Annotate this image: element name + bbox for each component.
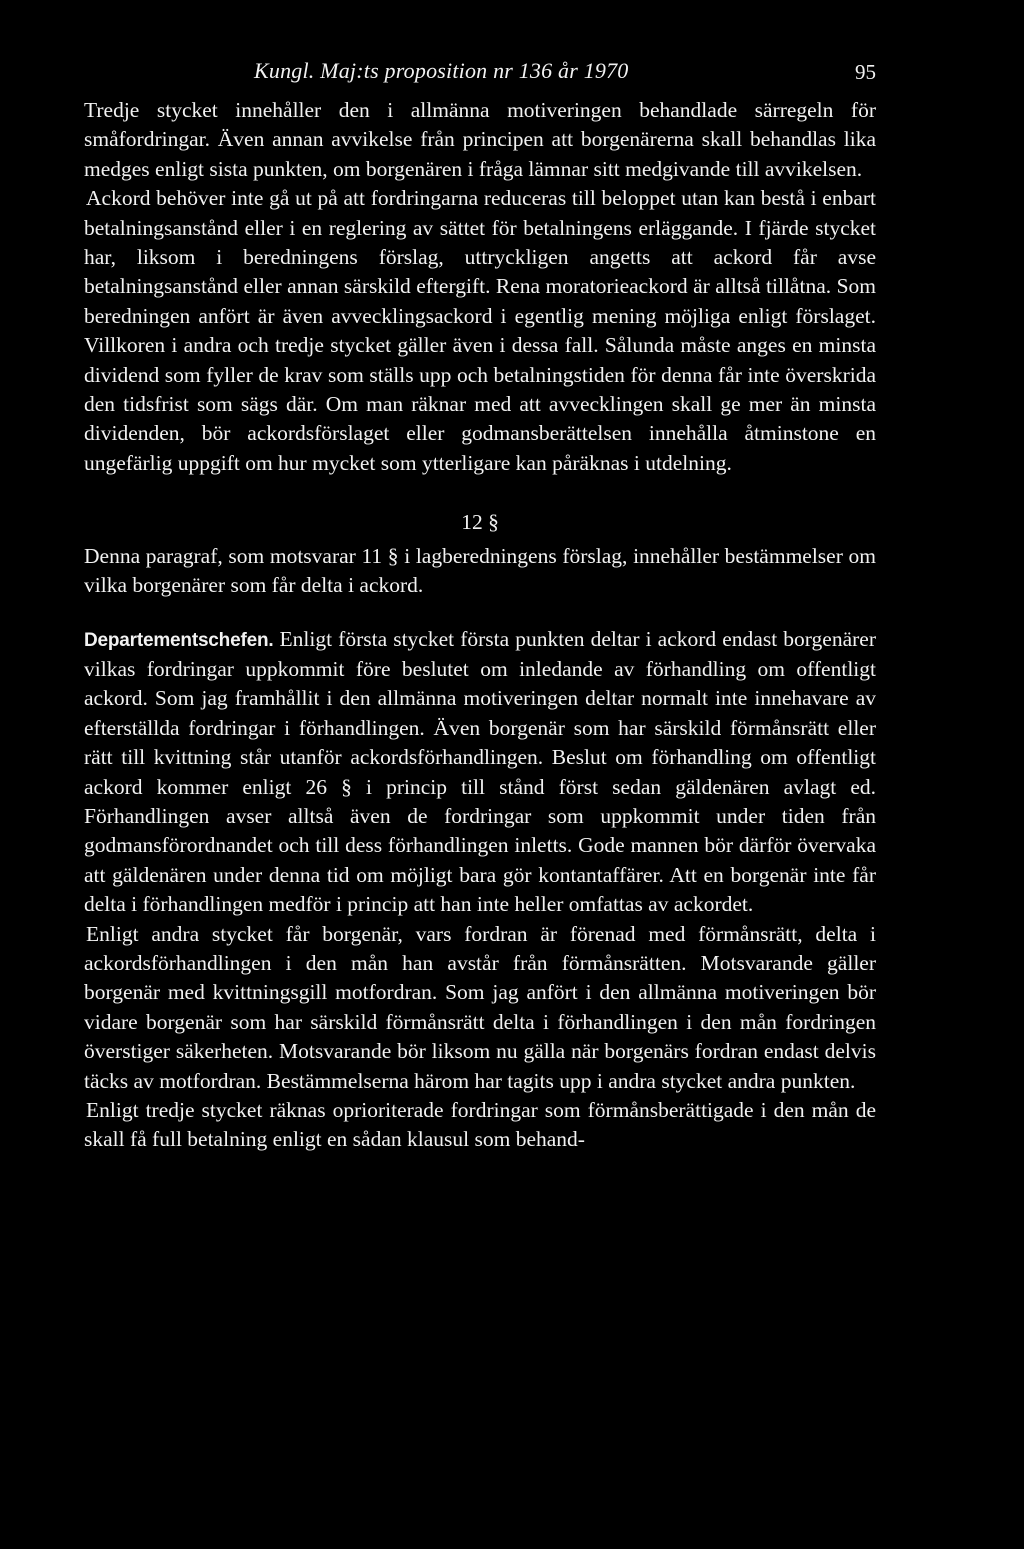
- paragraph: Enligt andra stycket får borgenär, vars fordran är förenad med förmånsrätt, delta i ackordsförhandlingen i den mån han avstår från förmånsrätten. Motsvarande gäller borgenär med kvittningsgill motfordran. Som jag anfört i den allmänna motiveringen bör vidare borgenär som har särskild förmånsrätt delta i förhandlingen i den mån fordringen överstiger säkerheten. Motsvarande bör liksom nu gälla när borgenärs fordran endast delvis täcks av motfordran. Bestämmelserna härom har tagits upp i andra stycket andra punkten.: [84, 921, 876, 1093]
- section-heading: 12 §: [461, 510, 499, 535]
- paragraph: Ackord behöver inte gå ut på att fordringarna reduceras till beloppet utan kan bestå i enbart betalningsanstånd eller i en reglering av sättet för betalningens erläggande. I fjärde stycket har, liksom i beredningens förslag, uttryckligen angetts att ackord får avse betalningsanstånd eller annan särskild eftergift. Rena moratorieackord är alltså tillåtna. Som beredningen anfört är även avvecklingsackord i egentlig mening möjliga enligt förslaget. Villkoren i andra och tredje stycket gäller även i dessa fall. Sålunda måste anges en minsta dividend som fyller de krav som ställs upp och betalningstiden för denna får inte överskrida den tidsfrist som sägs där. Om man räknar med att avvecklingen skall ge mer än minsta dividenden, bör ackordsförslaget eller godmansberättelsen innehålla åtminstone en ungefärlig uppgift om hur mycket som ytterligare kan påräknas i utdelning.: [84, 186, 876, 475]
- paragraph: Tredje stycket innehåller den i allmänna motiveringen behandlade särregeln för småfordringar. Även annan avvikelse från principen att borgenärerna skall behandlas lika medges enligt sista punkten, om borgenären i fråga lämnar sitt medgivande till avvikelsen.: [84, 98, 876, 181]
- document-page: [84, 58, 876, 1155]
- section-intro: Denna paragraf, som motsvarar 11 § i lagberedningens förslag, innehåller bestämmelser om vilka borgenärer som får delta i ackord.: [84, 543, 876, 598]
- departement-text: Enligt första stycket första punkten deltar i ackord endast borgenärer vilkas fordringar uppkommit före beslutet om inledande av förhandling om offentligt ackord. Som jag framhållit i den allmänna motiveringen deltar normalt inte innehavare av efterställda fordringar i förhandlingen. Även borgenär som har särskild förmånsrätt eller rätt till kvittning står utanför ackordsförhandlingen. Beslut om förhandling om offentligt ackord kommer enligt 26 § i princip till stånd först sedan gäldenären avlagt ed. Förhandlingen avser alltså även de fordringar som uppkommit under tiden från godmansförordnandet och till dess förhandlingen inletts. Gode mannen bör därför övervaka att gäldenären under denna tid om möjligt bara gör kontantaffärer. Att en borgenär inte får delta i förhandlingen medför i princip att han inte heller omfattas av ackordet.: [84, 626, 876, 917]
- departement-label: Departementschefen.: [84, 629, 274, 651]
- departement-paragraph: [84, 625, 876, 920]
- running-title: Kungl. Maj:ts proposition nr 136 år 1970: [254, 58, 629, 83]
- page-header: [84, 58, 876, 92]
- paragraph: Enligt tredje stycket räknas oprioriterade fordringar som förmånsberättigade i den mån de skall få full betalning enligt en sådan klausul som behand-: [84, 1098, 876, 1152]
- spacer: [84, 601, 876, 625]
- page-number: 95: [855, 60, 876, 84]
